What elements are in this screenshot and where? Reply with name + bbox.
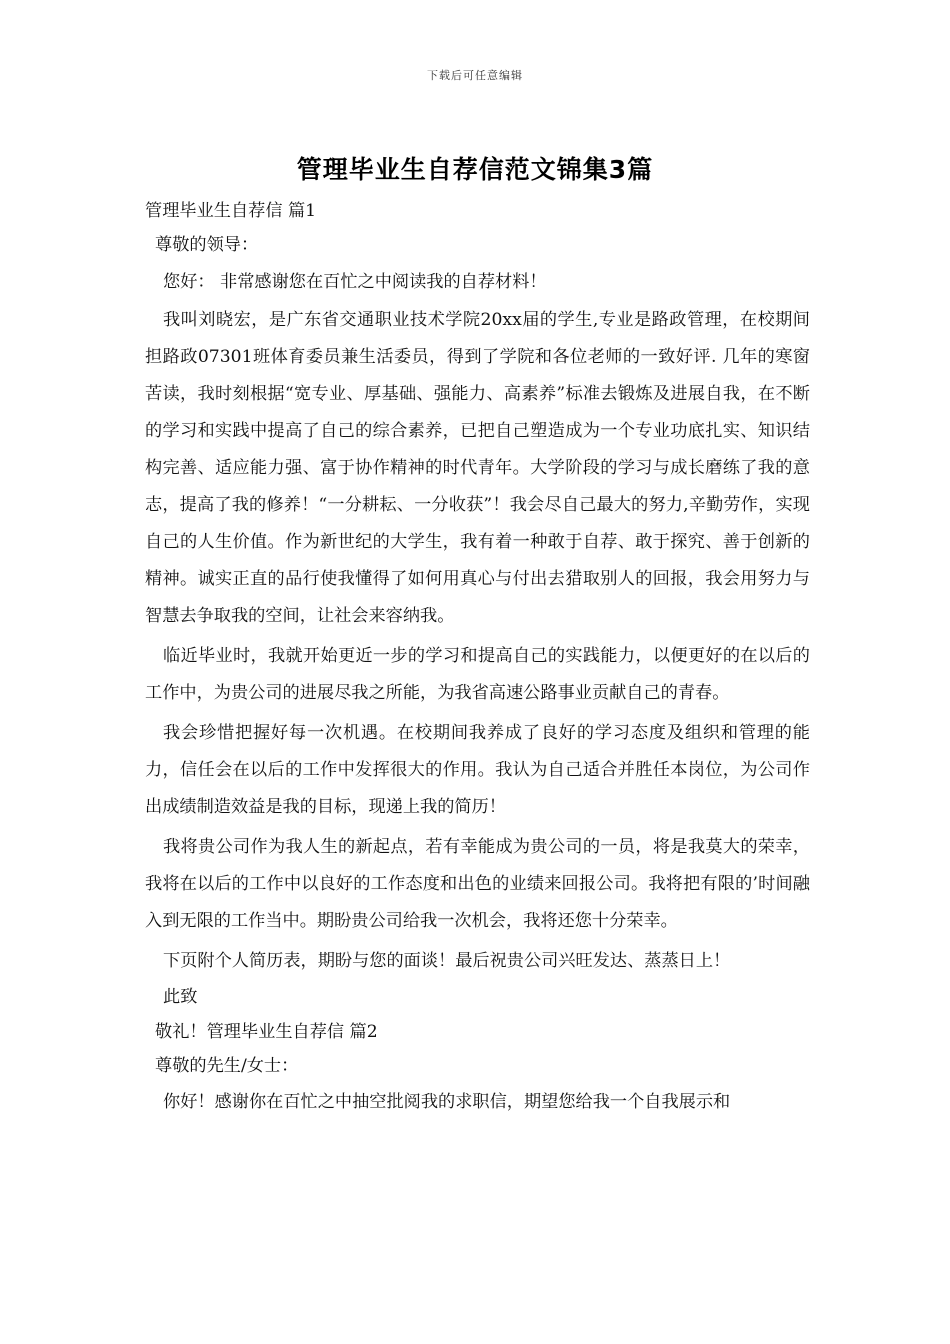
body-paragraph: 下页附个人简历表，期盼与您的面谈！最后祝贵公司兴旺发达、蒸蒸日上！ (163, 951, 731, 971)
body-paragraph: 我会珍惜把握好每一次机遇。在校期间我养成了良好的学习态度及组织和管理的能力，信任会在以后的工作中发挥很大的作用。我认为自己适合并胜任本岗位，为公司作出成绩制造效益是我的目标，现递上我的简历！ (145, 723, 810, 817)
document-title: 管理毕业生自荐信范文锦集3篇 (296, 155, 654, 184)
body-paragraph: 你好！感谢你在百忙之中抽空批阅我的求职信，期望您给我一个自我展示和 (163, 1092, 731, 1112)
closing: 此致 (163, 987, 198, 1007)
greeting: 您好： 非常感谢您在百忙之中阅读我的自荐材料！ (163, 272, 547, 292)
body-paragraph: 我叫刘晓宏，是广东省交通职业技术学院20xx届的学生,专业是路政管理，在校期间担路政07301班体育委员兼生活委员，得到了学院和各位老师的一致好评. 几年的寒窗苦读，我时刻根据“宽专业、厚基础、强能力、高素养”标准去锻炼及进展自我，在不断的学习和实践中提高了自己的综合素养，已把自己塑造成为一个专业功底扎实、知识结构完善、适应能力强、富于协作精神的时代青年。大学阶段的学习与成长磨练了我的意志，提高了我的修养！“一分耕耘、一分收获”！我会尽自己最大的努力,辛勤劳作，实现自己的人生价值。作为新世纪的大学生，我有着一种敢于自荐、敢于探究、善于创新的精神。诚实正直的品行使我懂得了如何用真心与付出去猎取别人的回报，我会用努力与智慧去争取我的空间，让社会来容纳我。 (145, 310, 810, 626)
salutation: 尊敬的领导： (155, 235, 259, 255)
body-paragraph: 我将贵公司作为我人生的新起点，若有幸能成为贵公司的一员，将是我莫大的荣幸，我将在以后的工作中以良好的工作态度和出色的业绩来回报公司。我将把有限的’时间融入到无限的工作当中。期盼贵公司给我一次机会，我将还您十分荣幸。 (145, 837, 810, 931)
sign-off: 敬礼！管理毕业生自荐信 篇2 (155, 1022, 378, 1042)
section-heading: 管理毕业生自荐信 篇1 (145, 201, 317, 221)
body-paragraph: 临近毕业时，我就开始更近一步的学习和提高自己的实践能力，以便更好的在以后的工作中，为贵公司的进展尽我之所能，为我省高速公路事业贡献自己的青春。 (145, 646, 810, 703)
header-note: 下载后可任意编辑 (427, 69, 523, 82)
document-body (145, 196, 810, 1121)
salutation-2: 尊敬的先生/女士： (155, 1056, 299, 1076)
